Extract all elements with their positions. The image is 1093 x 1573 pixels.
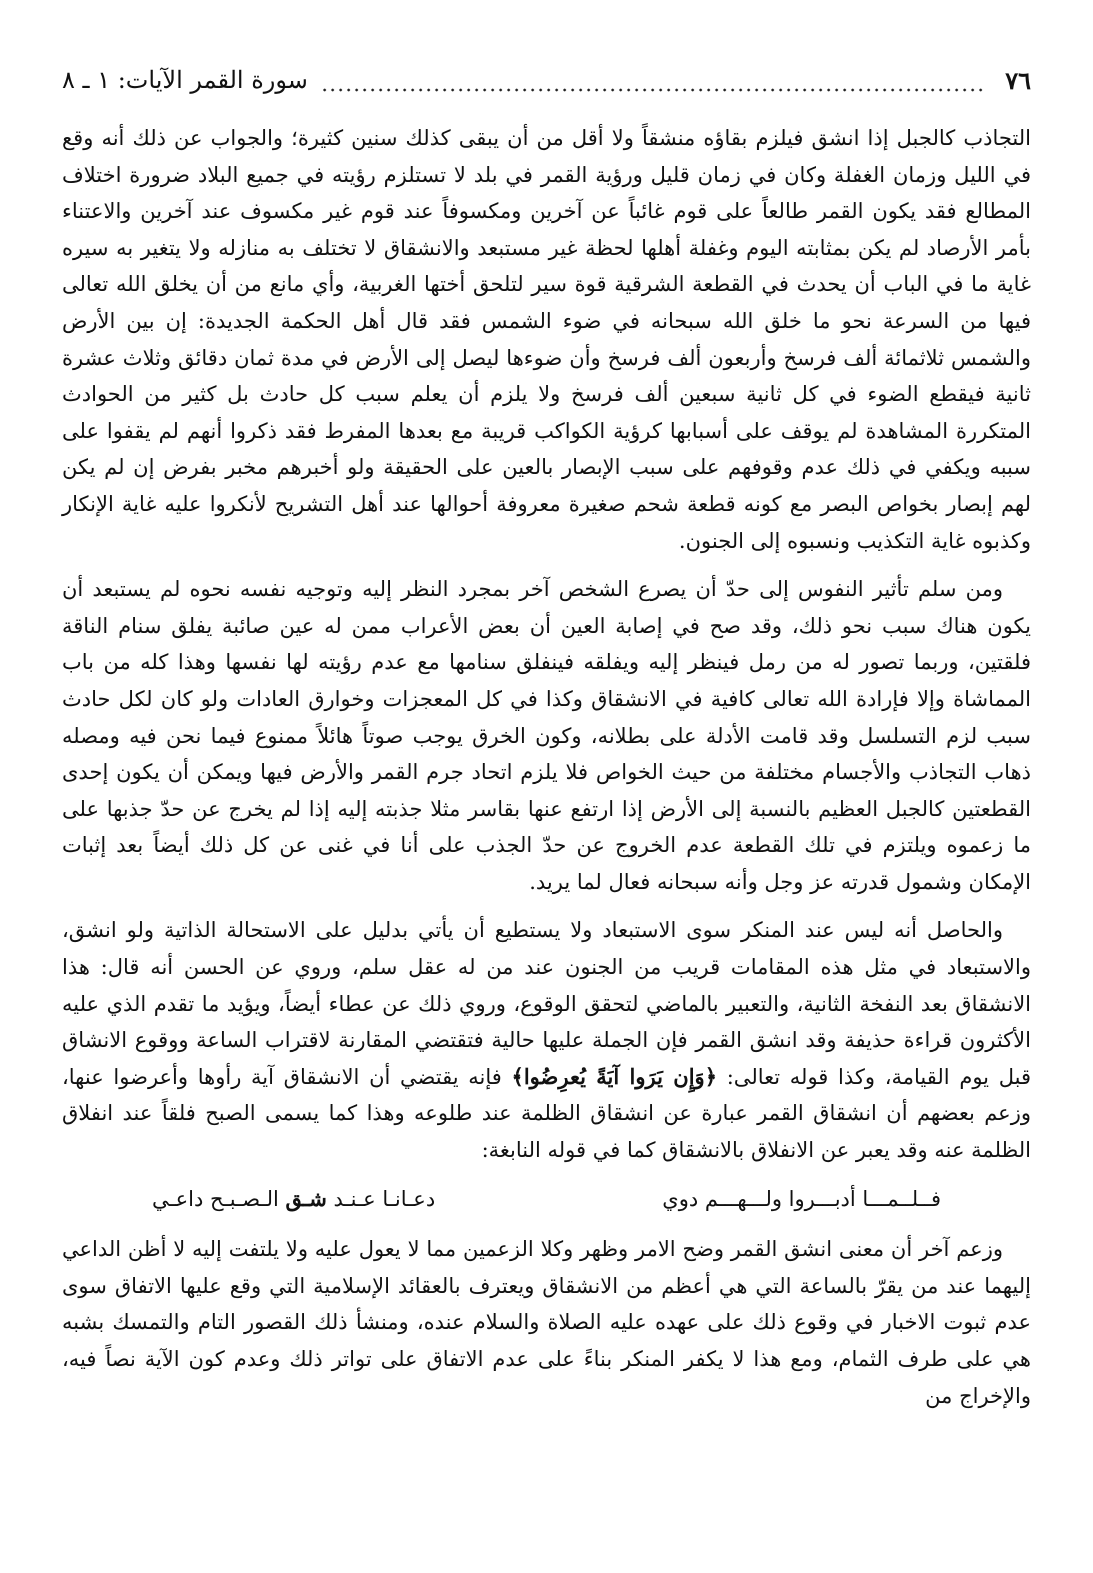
poetry-verse xyxy=(152,1181,941,1218)
verse-second-before: دعـانـا عـنـد xyxy=(333,1186,436,1211)
body-text xyxy=(62,120,1031,1426)
paragraph-1: التجاذب كالجبل إذا انشق فيلزم بقاؤه منشقاً ولا أقل من أن يبقى كذلك سنين كثيرة؛ والجواب عن ذلك أنه وقع في الليل وزمان الغفلة وكان في زمان قليل ورؤية القمر في بلد لا تستلزم رؤيته في جميع البلاد ضرورة اختلاف المطالع فقد يكون القمر طالعاً على قوم غائباً عن آخرين ومكسوفاً عند قوم غير مكسوف عند آخرين والاعتناء بأمر الأرصاد لم يكن بمثابته اليوم وغفلة أهلها لحظة غير مستبعد والانشقاق لا تختلف به منازله ولا يتغير به سيره غاية ما في الباب أن يحدث في القطعة الشرقية قوة سير لتلحق أختها الغربية، وأي مانع من أن يخلق الله تعالى فيها من السرعة نحو ما خلق الله سبحانه في ضوء الشمس فقد قال أهل الحكمة الجديدة: إن بين الأرض والشمس ثلاثمائة ألف فرسخ وأربعون ألف فرسخ وأن ضوءها ليصل إلى الأرض في مدة ثمان دقائق وثلاث عشرة ثانية فيقطع الضوء في كل ثانية سبعين ألف فرسخ ولا يلزم أن يعلم سبب كل حادث بل كثير من الحوادث المتكررة المشاهدة لم يوقف على أسبابها كرؤية الكواكب قريبة مع بعدها المفرط فقد ذكروا أنهم لم يقفوا على سببه ويكفي في ذلك عدم وقوفهم على سبب الإبصار بالعين على الحقيقة ولو أخبرهم مخبر بفرض إن لم يكن لهم إبصار بخواص البصر مع كونه قطعة شحم صغيرة معروفة أحوالها عند أهل التشريح لأنكروا عليه غاية الإنكار وكذبوه غاية التكذيب ونسبوه إلى الجنون. xyxy=(62,126,1031,553)
verse-first-hemistich: فــلــمـــا أدبـــروا ولـــهـــم دوي xyxy=(662,1186,941,1211)
paragraph-2: ومن سلم تأثير النفوس إلى حدّ أن يصرع الشخص آخر بمجرد النظر إليه وتوجيه نفسه نحوه لم يستبعد أن يكون هناك سبب نحو ذلك، وقد صح في إصابة العين أن بعض الأعراب ممن له عين صائبة يفلق سنام الناقة فلقتين، وربما تصور له من رمل فينظر إليه ويفلقه فينفلق سنامها مع عدم رؤيته لها نفسها وهذا كله من باب المماشاة وإلا فإرادة الله تعالى كافية في الانشقاق وكذا في كل المعجزات وخوارق العادات ولو كان لكل حادث سبب لزم التسلسل وقد قامت الأدلة على بطلانه، وكون الخرق يوجب صوتاً هائلاً ممنوع فيما نحن فيه ومصله ذهاب التجاذب والأجسام مختلفة من حيث الخواص فلا يلزم اتحاد جرم القمر والأرض فيها ويمكن أن يكون إحدى القطعتين كالجبل العظيم بالنسبة إلى الأرض إذا ارتفع عنها بقاسر مثلا جذبته إليه إذا لم يخرج عن حدّ جذبها على ما زعموه ويلتزم في تلك القطعة عدم الخروج عن حدّ الجذب على أنا في غنى عن كل ذلك أيضاً بعد إثبات الإمكان وشمول قدرته عز وجل وأنه سبحانه فعال لما يريد. xyxy=(62,577,1032,894)
verse-bold-word: شـق xyxy=(285,1185,327,1211)
running-title: سورة القمر الآيات: ١ ـ ٨ xyxy=(62,66,308,94)
page-number: ٧٦ xyxy=(1005,65,1031,95)
header-dot-leader xyxy=(322,69,983,93)
paragraph-4: وزعم آخر أن معنى انشق القمر وضح الامر وظهر وكلا الزعمين مما لا يعول عليه ولا يلتفت إليه لا أظن الداعي إليهما عند من يقرّ بالساعة التي هي أعظم من الانشقاق ويعترف بالعقائد الإسلامية التي وقع عليها الاتفاق سوى عدم ثبوت الاخبار في وقوع ذلك على عهده عليه الصلاة والسلام عنده، ومنشأ ذلك القصور التام والتمسك بشبه هي على طرف الثمام، ومع هذا لا يكفر المنكر بناءً على عدم الاتفاق على تواتر ذلك وعدم كون الآية نصاً فيه، والإخراج من xyxy=(62,1237,1031,1408)
page-header xyxy=(62,60,1031,100)
verse-second-hemistich xyxy=(152,1181,435,1218)
quran-quote: ﴿وَإِن يَرَوا آيَةً يُعرِضُوا﴾ xyxy=(511,1063,718,1089)
paragraph-3-tail: فإنه يقتضي أن الانشقاق آية رأوها وأعرضوا عنها، وزعم بعضهم أن انشقاق القمر عبارة عن انشقاق الظلمة عند طلوعه وهذا كما يسمى الصبح فلقاً عند انفلاق الظلمة عنه وقد يعبر عن الانفلاق بالانشقاق كما في قوله النابغة: xyxy=(62,1064,1031,1163)
paragraph-3 xyxy=(62,912,1031,1168)
paragraph-3-text: والحاصل أنه ليس عند المنكر سوى الاستبعاد ولا يستطيع أن يأتي بدليل على الاستحالة الذاتية ولو انشق، والاستبعاد في مثل هذه المقامات قريب من الجنون عند من له عقل سلم، وروي عن الحسن أنه قال: هذا الانشقاق بعد النفخة الثانية، والتعبير بالماضي لتحقق الوقوع، وروي ذلك عن عطاء أيضاً، ويؤيد ما تقدم الذي عليه الأكثرون قراءة حذيفة وقد انشق القمر فإن الجملة عليها حالية فتقتضي المقارنة لاقتراب الساعة ووقوع الانشاق قبل يوم القيامة، وكذا قوله تعالى: xyxy=(62,918,1032,1089)
verse-second-after: الـصـبـح داعـي xyxy=(152,1186,279,1211)
